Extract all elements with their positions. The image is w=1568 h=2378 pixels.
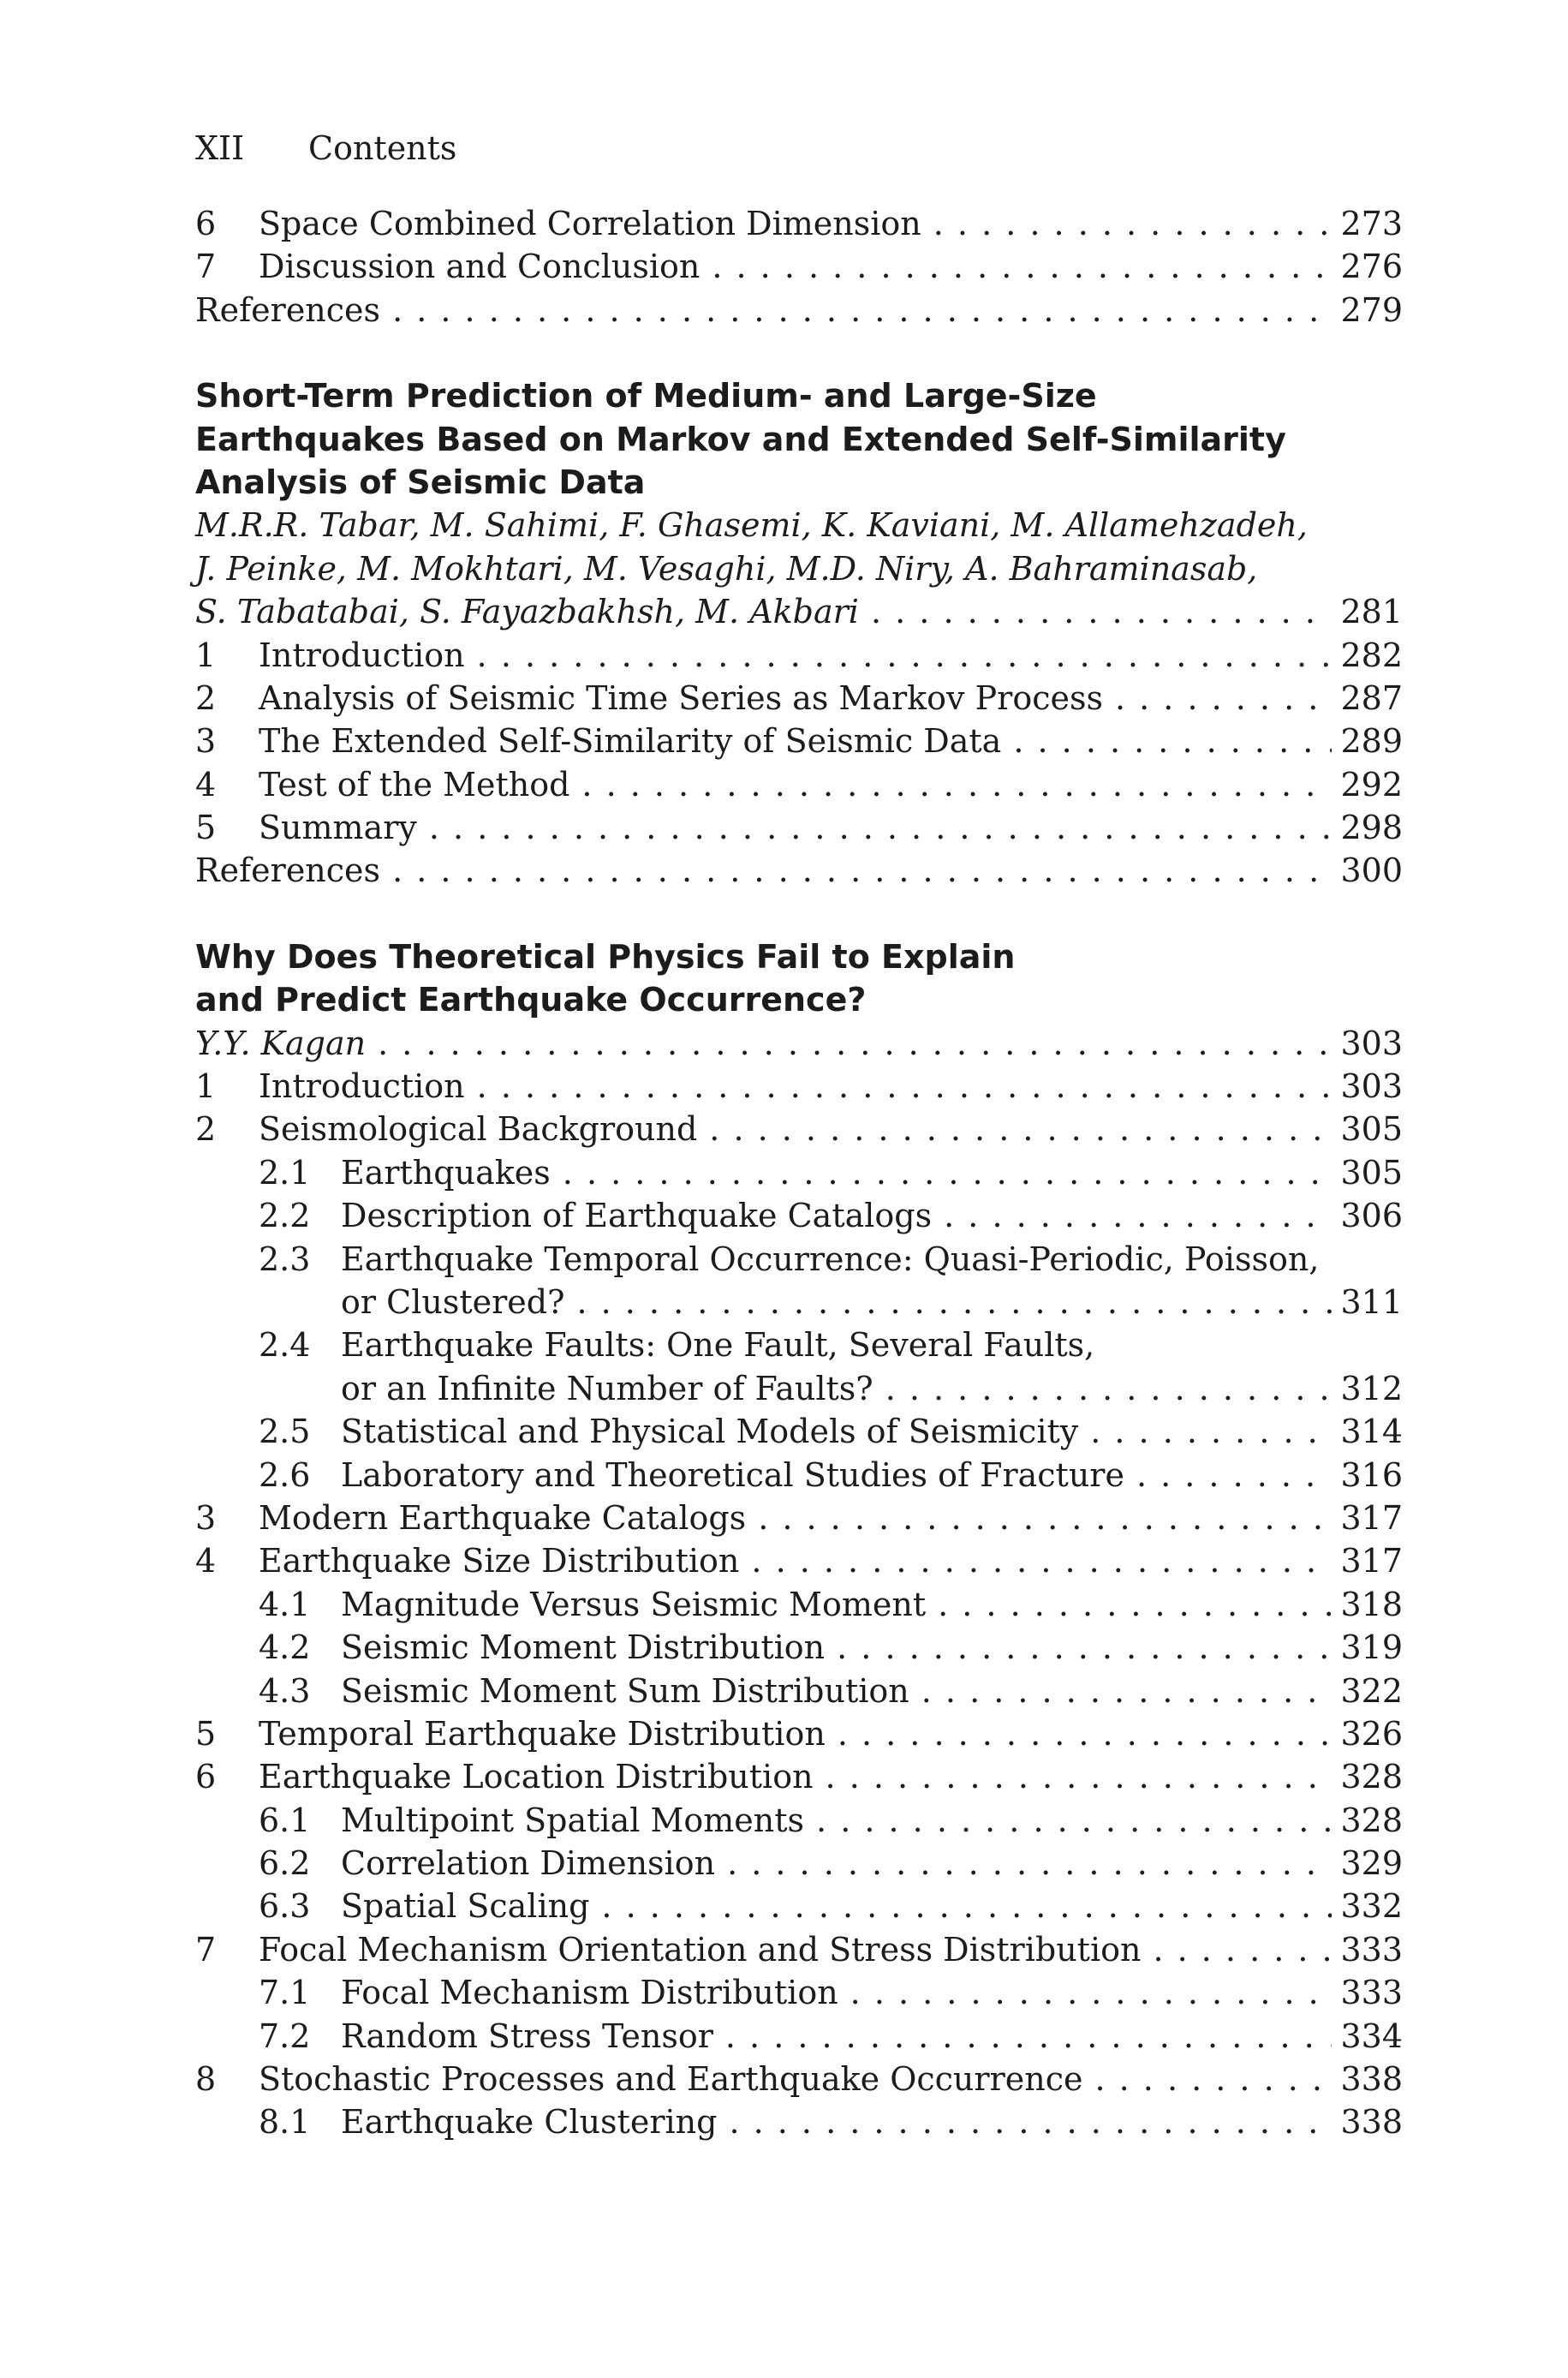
entry-page: 298 — [1340, 809, 1403, 847]
entry-number: 7 — [195, 1930, 217, 1969]
entry-title: Seismic Moment Distribution — [341, 1628, 826, 1667]
toc-entry[interactable] — [195, 1108, 1403, 1150]
entry-number: 2 — [195, 678, 217, 717]
toc-entry[interactable] — [259, 1410, 1403, 1453]
entry-title-continuation: or Clustered? — [341, 1282, 565, 1321]
leader-dots — [729, 2100, 1332, 2143]
toc-entry[interactable] — [195, 763, 1403, 806]
leader-dots — [392, 289, 1332, 332]
toc-entry[interactable] — [195, 1065, 1403, 1108]
entry-title: Earthquakes — [341, 1153, 551, 1192]
leader-dots — [727, 1842, 1332, 1885]
entry-title: Multipoint Spatial Moments — [341, 1801, 805, 1839]
entry-title: Modern Earthquake Catalogs — [259, 1498, 747, 1537]
entry-page: 306 — [1340, 1197, 1403, 1235]
leader-dots — [826, 1755, 1333, 1798]
chapter2-author-entry[interactable] — [195, 1022, 1403, 1065]
leader-dots — [1136, 1454, 1333, 1497]
chapter2-author: Y.Y. Kagan — [195, 1024, 367, 1062]
leader-dots — [709, 1108, 1332, 1150]
leader-dots — [837, 1626, 1332, 1669]
leader-dots — [921, 1670, 1333, 1712]
entry-number: 4.3 — [259, 1671, 311, 1710]
entry-number: 5 — [195, 809, 217, 847]
entry-number: 4 — [195, 1542, 217, 1580]
leader-dots — [581, 763, 1332, 806]
toc-entry[interactable] — [259, 1626, 1403, 1669]
entry-title: Laboratory and Theoretical Studies of Fracture — [341, 1455, 1124, 1494]
toc-entry[interactable] — [195, 1755, 1403, 1798]
entry-title: Analysis of Seismic Time Series as Markov Process — [259, 678, 1103, 717]
entry-title: References — [195, 851, 381, 890]
entry-title: Statistical and Physical Models of Seismicity — [341, 1413, 1079, 1451]
toc-entry[interactable] — [195, 849, 1403, 892]
entry-page: 338 — [1340, 2060, 1403, 2099]
entry-title: Correlation Dimension — [341, 1844, 716, 1883]
toc-entry[interactable] — [195, 1712, 1403, 1755]
entry-title: Seismic Moment Sum Distribution — [341, 1671, 909, 1710]
entry-number: 4.1 — [259, 1585, 311, 1623]
leader-dots — [850, 1971, 1333, 2014]
toc-entry[interactable] — [195, 2058, 1403, 2100]
entry-number: 6 — [195, 1758, 217, 1796]
toc-entry[interactable] — [195, 677, 1403, 720]
toc-entry[interactable] — [195, 720, 1403, 762]
toc-entry[interactable] — [259, 1971, 1403, 2014]
leader-dots — [751, 1539, 1332, 1582]
page-folio: XII — [195, 129, 245, 167]
top-entries — [195, 202, 1403, 332]
entry-page: 311 — [1340, 1282, 1403, 1321]
entry-number: 3 — [195, 1498, 217, 1537]
chapter2-entries — [195, 1065, 1403, 2144]
toc-entry[interactable] — [195, 202, 1403, 245]
leader-dots — [816, 1799, 1332, 1842]
chapter1-title — [195, 374, 1403, 504]
entry-page: 328 — [1340, 1758, 1403, 1796]
entry-title: Summary — [259, 809, 417, 847]
leader-dots — [938, 1583, 1332, 1626]
entry-page: 305 — [1340, 1110, 1403, 1149]
chapter2-author-page: 303 — [1340, 1024, 1403, 1062]
leader-dots — [477, 1065, 1333, 1108]
entry-page: 273 — [1340, 205, 1403, 242]
entry-number: 7.1 — [259, 1974, 311, 2012]
entry-number: 2.5 — [259, 1413, 311, 1451]
leader-dots — [725, 2015, 1333, 2058]
chapter1-author-page: 281 — [1340, 593, 1403, 631]
entry-number: 5 — [195, 1714, 217, 1753]
leader-dots — [1013, 720, 1332, 762]
entry-page: 326 — [1340, 1714, 1403, 1753]
entry-page: 314 — [1340, 1413, 1403, 1451]
entry-title: Seismological Background — [259, 1110, 698, 1149]
leader-dots — [392, 849, 1332, 892]
leader-dots — [429, 806, 1333, 849]
leader-dots — [885, 1367, 1333, 1410]
entry-page: 329 — [1340, 1844, 1403, 1883]
entry-number: 1 — [195, 1067, 217, 1106]
entry-number: 7 — [195, 248, 217, 286]
toc-entry[interactable] — [259, 1583, 1403, 1626]
entry-page: 317 — [1340, 1498, 1403, 1537]
toc-entry[interactable] — [195, 289, 1403, 332]
entry-title-continuation: or an Infinite Number of Faults? — [341, 1369, 873, 1407]
entry-title: Temporal Earthquake Distribution — [259, 1714, 826, 1753]
chapter2-title — [195, 935, 1403, 1022]
leader-dots — [838, 1712, 1333, 1755]
leader-dots — [1153, 1928, 1332, 1971]
toc-entry[interactable] — [195, 1928, 1403, 1971]
leader-dots — [601, 1885, 1332, 1927]
toc-entry[interactable] — [195, 1497, 1403, 1539]
entry-page: 317 — [1340, 1542, 1403, 1580]
entry-number: 2.3 — [259, 1240, 311, 1278]
entry-number: 8.1 — [259, 2103, 311, 2142]
entry-title: Earthquake Location Distribution — [259, 1758, 814, 1796]
entry-title: Test of the Method — [259, 765, 570, 804]
entry-title: Earthquake Clustering — [341, 2103, 718, 2142]
toc-entry[interactable] — [259, 1323, 1403, 1366]
entry-page: 300 — [1340, 851, 1403, 890]
entry-number: 2.6 — [259, 1455, 311, 1494]
leader-dots — [758, 1497, 1332, 1539]
entry-number: 1 — [195, 636, 217, 674]
entry-number: 6.1 — [259, 1801, 311, 1839]
toc-entry[interactable] — [259, 1454, 1403, 1497]
entry-title: Earthquake Temporal Occurrence: Quasi-Periodic, Poisson, — [341, 1240, 1320, 1278]
entry-title: Space Combined Correlation Dimension — [259, 205, 921, 242]
toc-entry[interactable] — [259, 1885, 1403, 1927]
entry-page: 292 — [1340, 765, 1403, 804]
entry-title: Discussion and Conclusion — [259, 248, 701, 286]
entry-page: 328 — [1340, 1801, 1403, 1839]
toc-entry[interactable] — [259, 1842, 1403, 1885]
entry-title: Spatial Scaling — [341, 1887, 590, 1926]
entry-title: Stochastic Processes and Earthquake Occurrence — [259, 2060, 1083, 2099]
entry-number: 2.4 — [259, 1326, 311, 1365]
toc-entry[interactable] — [259, 1670, 1403, 1712]
toc-entry[interactable] — [195, 245, 1403, 288]
entry-title: Introduction — [259, 1067, 465, 1106]
entry-page: 303 — [1340, 1067, 1403, 1106]
entry-number: 4.2 — [259, 1628, 311, 1667]
entry-page: 319 — [1340, 1628, 1403, 1667]
leader-dots — [1090, 1410, 1332, 1453]
entry-page: 287 — [1340, 678, 1403, 717]
entry-number: 2.2 — [259, 1197, 311, 1235]
entry-title: The Extended Self-Similarity of Seismic Data — [259, 722, 1002, 761]
entry-page: 276 — [1340, 248, 1403, 286]
entry-number: 4 — [195, 765, 217, 804]
entry-page: 318 — [1340, 1585, 1403, 1623]
entry-title: References — [195, 290, 381, 329]
entry-title: Earthquake Faults: One Fault, Several Faults, — [341, 1326, 1095, 1365]
leader-dots — [576, 1281, 1332, 1323]
chapter1-title-line: Short-Term Prediction of Medium- and Large-Size — [195, 377, 1097, 415]
entry-number: 2.1 — [259, 1153, 311, 1192]
toc-entry[interactable] — [259, 1194, 1403, 1237]
entry-number: 7.2 — [259, 2017, 311, 2055]
toc-entry[interactable] — [195, 1539, 1403, 1582]
entry-number: 6 — [195, 205, 217, 242]
entry-title: Earthquake Size Distribution — [259, 1542, 740, 1580]
entry-page: 338 — [1340, 2103, 1403, 2142]
entry-title: Magnitude Versus Seismic Moment — [341, 1585, 927, 1623]
entry-page: 282 — [1340, 636, 1403, 674]
chapter1-author-entry[interactable] — [195, 590, 1403, 633]
leader-dots — [477, 634, 1333, 677]
chapter1-entries — [195, 634, 1403, 893]
entry-page: 305 — [1340, 1153, 1403, 1192]
entry-page: 279 — [1340, 290, 1403, 329]
entry-page: 333 — [1340, 1930, 1403, 1969]
running-head-title: Contents — [308, 129, 457, 167]
chapter1-authors — [195, 504, 1403, 590]
toc-entry[interactable] — [195, 634, 1403, 677]
running-head — [195, 127, 1403, 170]
toc-entry[interactable] — [259, 2015, 1403, 2058]
leader-dots — [1115, 677, 1332, 720]
leader-dots — [1094, 2058, 1332, 2100]
leader-dots — [378, 1022, 1332, 1065]
leader-dots — [712, 245, 1332, 288]
entry-title: Random Stress Tensor — [341, 2017, 713, 2055]
entry-number: 3 — [195, 722, 217, 761]
chapter2-title-line: Why Does Theoretical Physics Fail to Explain — [195, 937, 1016, 976]
entry-title: Focal Mechanism Distribution — [341, 1974, 838, 2012]
entry-page: 333 — [1340, 1974, 1403, 2012]
toc-entry[interactable] — [259, 1799, 1403, 1842]
entry-number: 8 — [195, 2060, 217, 2099]
entry-page: 334 — [1340, 2017, 1403, 2055]
chapter1-author-last: S. Tabatabai, S. Fayazbakhsh, M. Akbari — [195, 593, 859, 631]
entry-page: 312 — [1340, 1369, 1403, 1407]
entry-number: 2 — [195, 1110, 217, 1149]
toc-entry[interactable] — [259, 1238, 1403, 1281]
leader-dots — [563, 1151, 1333, 1194]
entry-title: Introduction — [259, 636, 465, 674]
leader-dots — [944, 1194, 1332, 1237]
entry-page: 289 — [1340, 722, 1403, 761]
toc-entry-continuation[interactable] — [259, 1281, 1403, 1323]
leader-dots — [933, 202, 1333, 245]
entry-title: Focal Mechanism Orientation and Stress Distribution — [259, 1930, 1142, 1969]
chapter2-title-line: and Predict Earthquake Occurrence? — [195, 981, 867, 1019]
chapter1-author-line: M.R.R. Tabar, M. Sahimi, F. Ghasemi, K. Kaviani, M. Allamehzadeh, — [195, 506, 1308, 545]
leader-dots — [871, 590, 1333, 633]
toc-entry[interactable] — [259, 2100, 1403, 2143]
entry-number: 6.2 — [259, 1844, 311, 1883]
toc-entry-continuation[interactable] — [259, 1367, 1403, 1410]
entry-number: 6.3 — [259, 1887, 311, 1926]
entry-page: 316 — [1340, 1455, 1403, 1494]
toc-entry[interactable] — [259, 1151, 1403, 1194]
entry-page: 332 — [1340, 1887, 1403, 1926]
entry-page: 322 — [1340, 1671, 1403, 1710]
chapter1-title-line: Analysis of Seismic Data — [195, 463, 646, 501]
chapter1-title-line: Earthquakes Based on Markov and Extended Self-Similarity — [195, 420, 1286, 458]
chapter1-author-line: J. Peinke, M. Mokhtari, M. Vesaghi, M.D. Niry, A. Bahraminasab, — [195, 549, 1258, 588]
toc-entry[interactable] — [195, 806, 1403, 849]
entry-title: Description of Earthquake Catalogs — [341, 1197, 933, 1235]
